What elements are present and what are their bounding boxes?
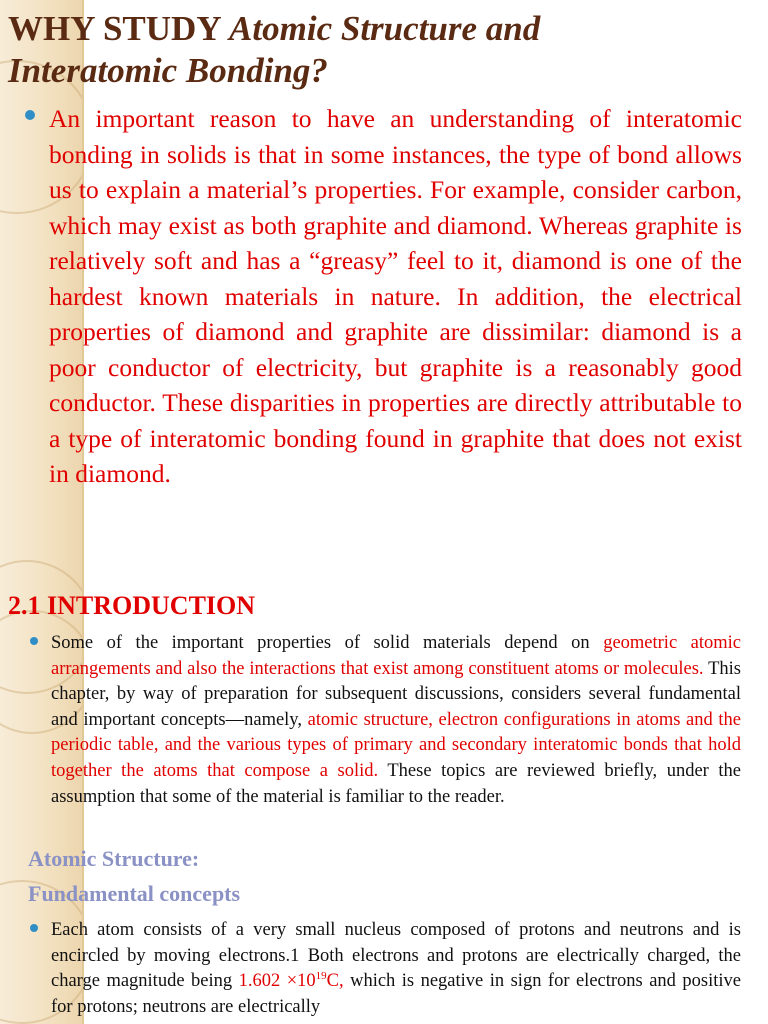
slide-title — [8, 8, 728, 92]
charge-unit: C, — [326, 971, 344, 992]
paragraph-atom-composition — [51, 918, 741, 1020]
charge-value — [239, 971, 344, 991]
title-italic-line1: Atomic Structure and — [229, 9, 541, 48]
intro-highlight: geometric atomic arrangements and also the interactions that exist among constituent atoms or molecules. — [51, 633, 741, 679]
intro-text: Some of the important properties of solid materials depend on — [51, 633, 604, 653]
atom-text: which is negative in sign for electrons and positive for protons; neutrons are electrically — [51, 971, 741, 1017]
bullet-icon — [30, 924, 38, 932]
atom-text: Each atom consists of a very small nucleus composed of protons and neutrons and is encircled by moving electrons.1 Both electrons and protons are electrically charged, the charge magnitude being — [51, 920, 741, 992]
paragraph-bonding-importance: An important reason to have an understanding of interatomic bonding in solids is that in some instances, the type of bond allows us to explain a material’s properties. For example, consider carbon, which may exist as both graphite and diamond. Whereas graphite is relatively soft and has a “greasy” feel to it, diamond is one of the hardest known materials in nature. In addition, the electrical properties of diamond and graphite are dissimilar: diamond is a poor conductor of electricity, but graphite is a reasonably good conductor. These disparities in properties are directly attributable to a type of interatomic bonding found in graphite that does not exist in diamond. — [49, 104, 742, 488]
bullet-icon — [30, 637, 38, 645]
paragraph-introduction — [51, 631, 741, 810]
charge-exponent: 19 — [315, 970, 327, 983]
intro-text: This chapter, by way of preparation for subsequent discussions, considers several fundamental and important concepts—namely, — [51, 658, 741, 730]
bullet-icon — [25, 110, 35, 120]
charge-mantissa: 1.602 ×10 — [238, 971, 316, 992]
title-italic-line2: Interatomic Bonding? — [8, 51, 328, 90]
subheading-atomic-structure: Atomic Structure: — [28, 846, 200, 871]
title-prefix: WHY STUDY — [8, 9, 230, 48]
intro-text: These topics are reviewed briefly, under the assumption that some of the material is familiar to the reader. — [51, 760, 741, 807]
section-heading: 2.1 INTRODUCTION — [8, 591, 256, 620]
intro-highlight: atomic structure, electron configurations in atoms and the periodic table, and the various types of primary and secondary interatomic bonds that hold together the atoms that compose a solid. — [51, 709, 741, 781]
subheading-fundamental-concepts: Fundamental concepts — [28, 881, 241, 906]
